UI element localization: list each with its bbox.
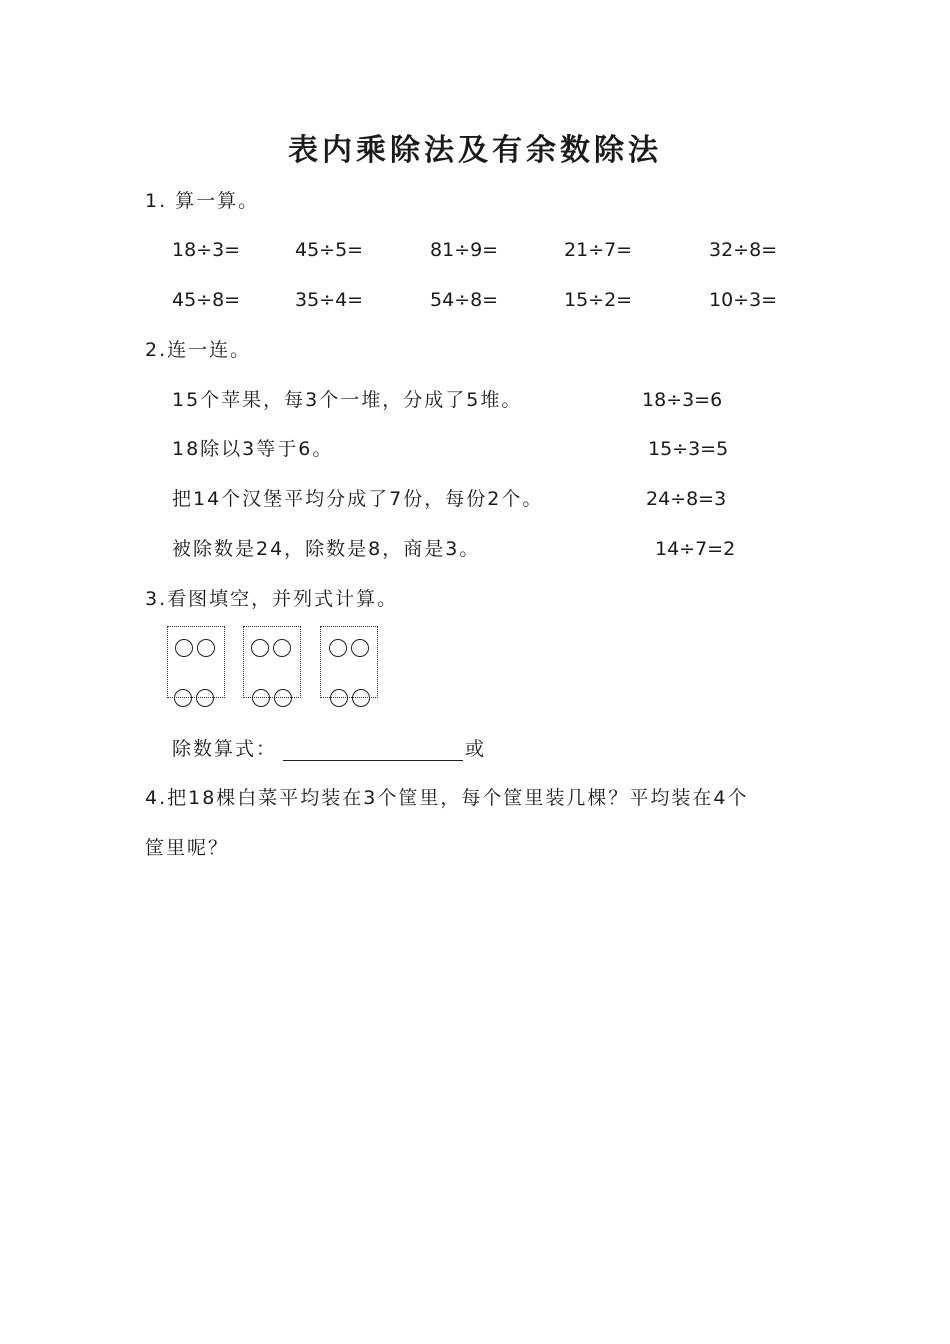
match-equation: 14÷7=2 — [655, 538, 736, 560]
circle — [274, 689, 292, 707]
circle — [174, 689, 192, 707]
circle — [252, 689, 270, 707]
match-statement: 被除数是24，除数是8，商是3。 — [172, 538, 481, 560]
group-box — [243, 626, 301, 698]
match-statement: 把14个汉堡平均分成了7份，每份2个。 — [172, 488, 544, 510]
group-box — [167, 626, 225, 698]
match-equation: 18÷3=6 — [642, 389, 723, 411]
match-equation: 24÷8=3 — [646, 488, 727, 510]
circle — [352, 689, 370, 707]
circle — [251, 639, 269, 657]
question-1-label: 1. 算一算。 — [145, 190, 260, 212]
circle — [175, 639, 193, 657]
division-problem: 45÷8= — [172, 289, 241, 311]
division-problem: 81÷9= — [430, 239, 499, 261]
circle — [330, 689, 348, 707]
division-problem: 18÷3= — [172, 239, 241, 261]
page-title: 表内乘除法及有余数除法 — [288, 133, 662, 168]
division-problem: 21÷7= — [564, 239, 633, 261]
circle — [329, 639, 347, 657]
circle — [273, 639, 291, 657]
division-problem: 15÷2= — [564, 289, 633, 311]
group-box — [320, 626, 378, 698]
question-4-line-1: 4.把18棵白菜平均装在3个筐里，每个筐里装几棵？平均装在4个 — [145, 787, 749, 809]
match-equation: 15÷3=5 — [648, 438, 729, 460]
question-2-label: 2.连一连。 — [145, 339, 252, 361]
or-label: 或 — [465, 738, 485, 760]
answer-blank-line[interactable] — [283, 760, 463, 761]
circle — [196, 689, 214, 707]
circle — [197, 639, 215, 657]
match-statement: 15个苹果，每3个一堆，分成了5堆。 — [172, 389, 523, 411]
division-problem: 35÷4= — [295, 289, 364, 311]
division-problem: 10÷3= — [709, 289, 778, 311]
question-4-line-2: 筐里呢？ — [145, 837, 230, 859]
match-statement: 18除以3等于6。 — [172, 438, 334, 460]
answer-label: 除数算式： — [172, 738, 278, 760]
division-problem: 45÷5= — [295, 239, 364, 261]
question-3-label: 3.看图填空，并列式计算。 — [145, 588, 399, 610]
division-problem: 54÷8= — [430, 289, 499, 311]
division-problem: 32÷8= — [709, 239, 778, 261]
circle — [351, 639, 369, 657]
